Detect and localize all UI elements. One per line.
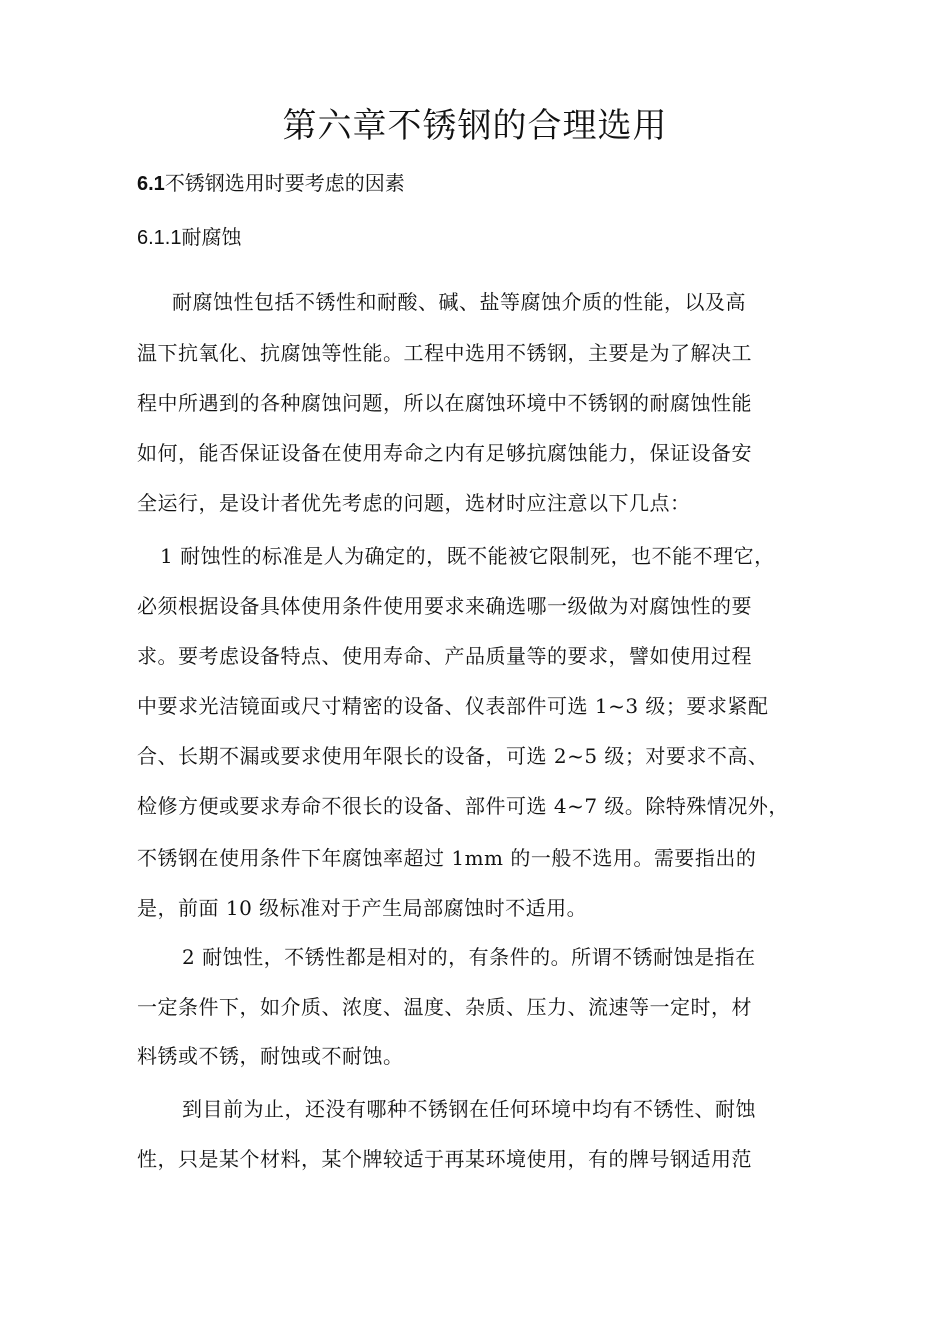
chapter-title: 第六章不锈钢的合理选用 bbox=[282, 106, 668, 146]
body-line: 性，只是某个材料，某个牌较适于再某环境使用，有的牌号钢适用范 bbox=[137, 1147, 752, 1171]
subsection-number: 6.1.1 bbox=[137, 227, 182, 249]
body-line: 料锈或不锈，耐蚀或不耐蚀。 bbox=[137, 1044, 404, 1068]
section-heading bbox=[137, 168, 405, 199]
body-line: 一定条件下，如介质、浓度、温度、杂质、压力、流速等一定时，材 bbox=[137, 995, 752, 1019]
body-line: 是，前面 10 级标准对于产生局部腐蚀时不适用。 bbox=[137, 896, 588, 920]
body-line: 温下抗氧化、抗腐蚀等性能。工程中选用不锈钢，主要是为了解决工 bbox=[137, 341, 752, 365]
section-title: 不锈钢选用时要考虑的因素 bbox=[164, 171, 405, 195]
body-line: 必须根据设备具体使用条件使用要求来确选哪一级做为对腐蚀性的要 bbox=[137, 594, 752, 618]
body-line: 如何，能否保证设备在使用寿命之内有足够抗腐蚀能力，保证设备安 bbox=[137, 441, 752, 465]
body-line: 1 耐蚀性的标准是人为确定的，既不能被它限制死，也不能不理它， bbox=[160, 544, 775, 568]
body-line: 求。要考虑设备特点、使用寿命、产品质量等的要求，譬如使用过程 bbox=[137, 644, 752, 668]
body-line: 不锈钢在使用条件下年腐蚀率超过 1mm 的一般不选用。需要指出的 bbox=[137, 846, 757, 870]
body-line: 中要求光洁镜面或尺寸精密的设备、仪表部件可选 1~3 级；要求紧配 bbox=[137, 694, 769, 718]
body-line: 全运行，是设计者优先考虑的问题，选材时应注意以下几点： bbox=[137, 491, 691, 515]
body-line: 程中所遇到的各种腐蚀问题，所以在腐蚀环境中不锈钢的耐腐蚀性能 bbox=[137, 391, 752, 415]
body-line: 合、长期不漏或要求使用年限长的设备，可选 2~5 级；对要求不高、 bbox=[137, 744, 769, 768]
body-line: 耐腐蚀性包括不锈性和耐酸、碱、盐等腐蚀介质的性能，以及高 bbox=[172, 290, 746, 314]
section-number: 6.1 bbox=[137, 173, 165, 195]
body-line: 2 耐蚀性，不锈性都是相对的，有条件的。所谓不锈耐蚀是指在 bbox=[182, 945, 756, 969]
body-line: 检修方便或要求寿命不很长的设备、部件可选 4~7 级。除特殊情况外， bbox=[137, 794, 789, 818]
subsection-title: 耐腐蚀 bbox=[181, 225, 242, 249]
subsection-heading bbox=[137, 222, 241, 253]
body-line: 到目前为止，还没有哪种不锈钢在任何环境中均有不锈性、耐蚀 bbox=[182, 1097, 756, 1121]
